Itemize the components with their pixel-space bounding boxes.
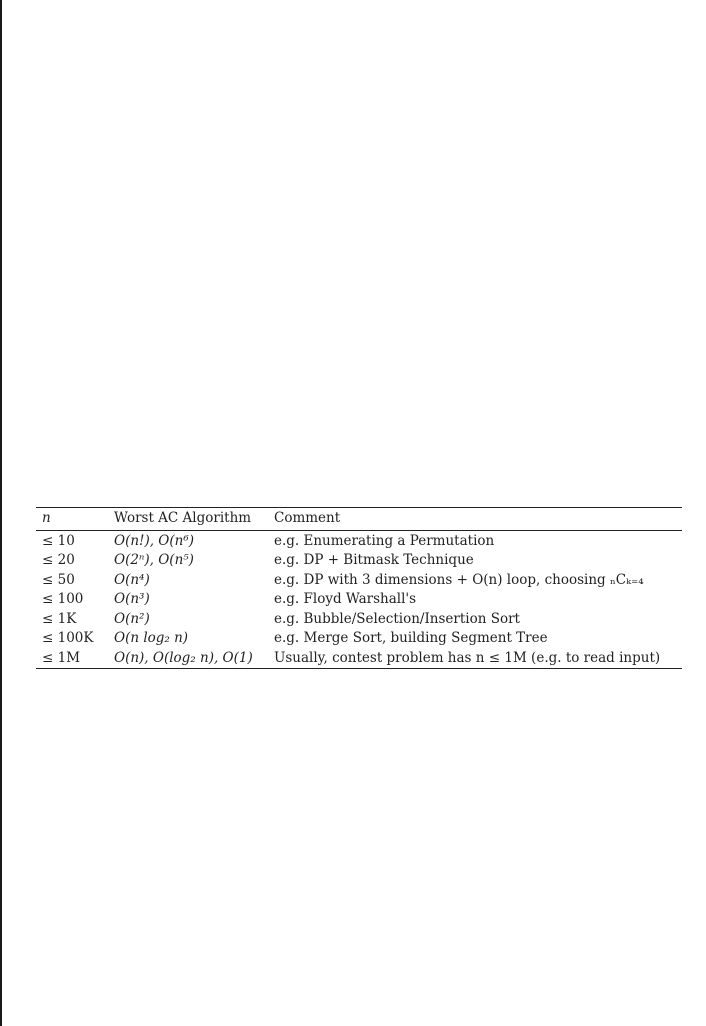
cell-algorithm: O(2ⁿ), O(n⁵) xyxy=(114,552,194,568)
cell-algorithm: O(n), O(log₂ n), O(1) xyxy=(114,649,253,666)
cell-comment: e.g. Enumerating a Permutation xyxy=(274,532,495,549)
cell-algorithm: O(n³) xyxy=(114,591,150,607)
cell-algorithm: O(n²) xyxy=(114,610,150,627)
complexity-table-container xyxy=(36,507,682,669)
cell-algorithm: O(n⁴) xyxy=(114,571,150,588)
cell-comment: Usually, contest problem has n ≤ 1M (e.g. to read input) xyxy=(274,649,661,666)
table-row xyxy=(36,530,682,551)
cell-algorithm: O(n!), O(n⁶) xyxy=(114,532,195,549)
cell-n: ≤ 20 xyxy=(42,552,75,568)
header-algorithm: Worst AC Algorithm xyxy=(114,510,252,526)
header-comment: Comment xyxy=(274,510,341,526)
table-row xyxy=(36,571,682,591)
cell-comment: e.g. Floyd Warshall's xyxy=(274,591,417,607)
cell-n: ≤ 10 xyxy=(42,532,75,549)
cell-comment: e.g. Merge Sort, building Segment Tree xyxy=(274,630,548,646)
cell-n: ≤ 100K xyxy=(42,630,94,646)
table-row xyxy=(36,649,682,669)
cell-comment: e.g. DP with 3 dimensions + O(n) loop, choosing ₙCₖ₌₄ xyxy=(274,571,644,588)
page-left-border xyxy=(0,0,2,1026)
cell-n: ≤ 1M xyxy=(42,649,81,666)
table-row xyxy=(36,629,682,649)
table-header-row xyxy=(36,508,682,531)
cell-algorithm: O(n log₂ n) xyxy=(114,630,189,646)
table-header xyxy=(36,508,682,531)
cell-n: ≤ 100 xyxy=(42,591,84,607)
cell-n: ≤ 50 xyxy=(42,571,75,588)
table-row xyxy=(36,590,682,610)
cell-n: ≤ 1K xyxy=(42,610,77,627)
header-n: n xyxy=(42,510,51,526)
table-body xyxy=(36,530,682,669)
table-row xyxy=(36,551,682,571)
complexity-table xyxy=(36,507,682,669)
cell-comment: e.g. DP + Bitmask Technique xyxy=(274,552,474,568)
table-row xyxy=(36,610,682,630)
cell-comment: e.g. Bubble/Selection/Insertion Sort xyxy=(274,610,520,627)
